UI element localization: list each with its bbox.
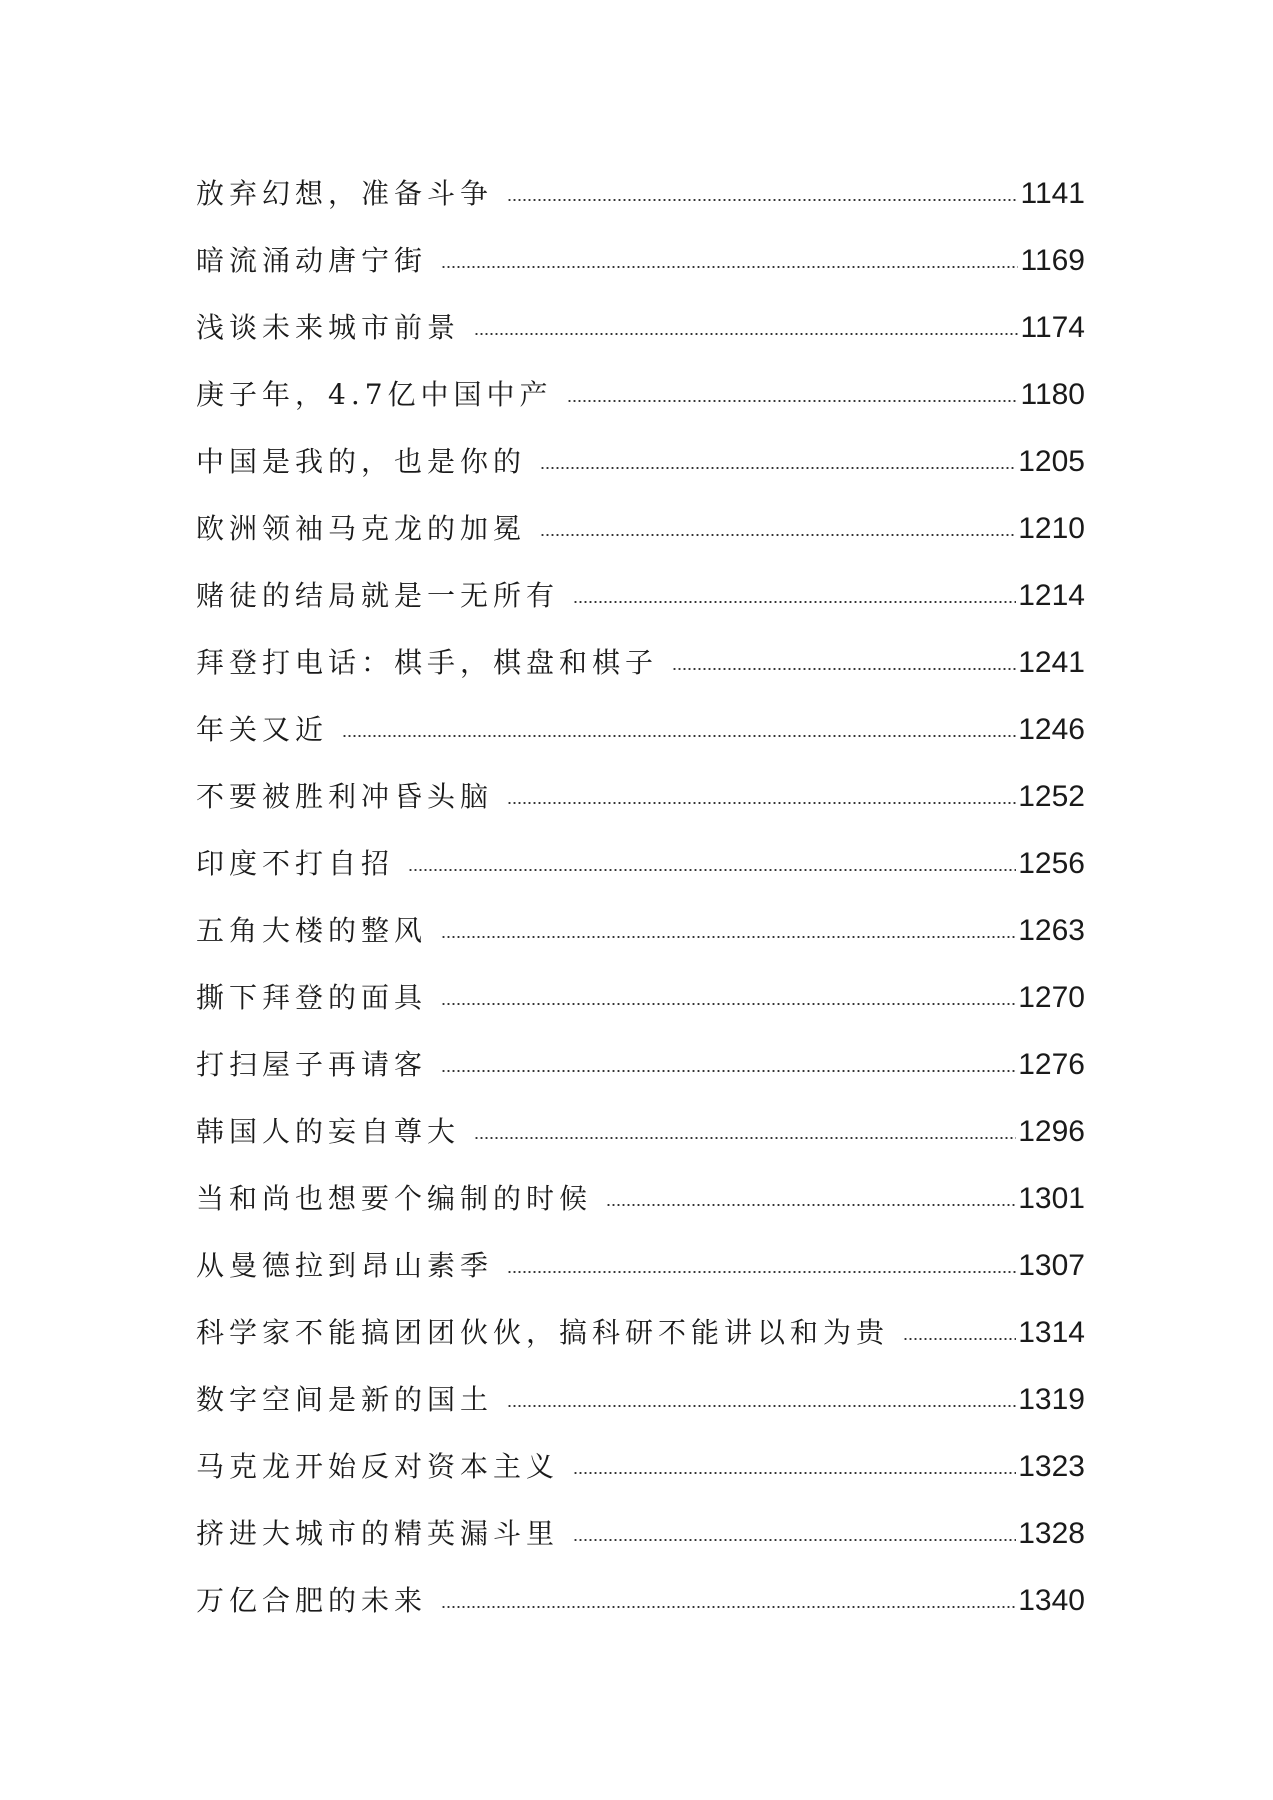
toc-dot-leader <box>408 868 1016 872</box>
toc-dot-leader <box>441 1069 1016 1073</box>
toc-entry-title: 打扫屋子再请客 <box>196 1048 428 1081</box>
toc-dot-leader <box>441 265 1018 269</box>
toc-dot-leader <box>342 734 1016 738</box>
toc-entry[interactable] <box>196 495 1085 562</box>
toc-page-number: 1314 <box>1018 1316 1085 1349</box>
toc-dot-leader <box>540 466 1016 470</box>
toc-entry-title: 拜登打电话：棋手，棋盘和棋子 <box>196 646 659 679</box>
toc-entry[interactable] <box>196 562 1085 629</box>
toc-dot-leader <box>540 533 1016 537</box>
toc-entry[interactable] <box>196 964 1085 1031</box>
toc-page-number: 1323 <box>1018 1450 1085 1483</box>
toc-entry-title: 从曼德拉到昂山素季 <box>196 1249 494 1282</box>
toc-page-number: 1340 <box>1018 1584 1085 1617</box>
toc-entry-title: 科学家不能搞团团伙伙，搞科研不能讲以和为贵 <box>196 1316 890 1349</box>
toc-dot-leader <box>507 801 1016 805</box>
toc-entry-title: 马克龙开始反对资本主义 <box>196 1450 560 1483</box>
toc-page-number: 1252 <box>1018 780 1085 813</box>
toc-page-number: 1210 <box>1018 512 1085 545</box>
toc-entry-title: 欧洲领袖马克龙的加冕 <box>196 512 527 545</box>
toc-page-number: 1246 <box>1018 713 1085 746</box>
toc-page-number: 1256 <box>1018 847 1085 880</box>
toc-entry[interactable] <box>196 1567 1085 1634</box>
toc-dot-leader <box>441 1605 1016 1609</box>
toc-page-number: 1263 <box>1018 914 1085 947</box>
toc-dot-leader <box>903 1337 1016 1341</box>
toc-entry[interactable] <box>196 1500 1085 1567</box>
toc-page-number: 1276 <box>1018 1048 1085 1081</box>
toc-dot-leader <box>441 1002 1016 1006</box>
toc-dot-leader <box>672 667 1016 671</box>
toc-dot-leader <box>606 1203 1016 1207</box>
toc-entry[interactable] <box>196 1433 1085 1500</box>
toc-entry-title: 印度不打自招 <box>196 847 395 880</box>
toc-dot-leader <box>441 935 1016 939</box>
toc-page-number: 1174 <box>1020 311 1085 344</box>
toc-entry-title: 当和尚也想要个编制的时候 <box>196 1182 593 1215</box>
toc-entry[interactable] <box>196 763 1085 830</box>
toc-entry[interactable] <box>196 1098 1085 1165</box>
toc-page-number: 1296 <box>1018 1115 1085 1148</box>
toc-entry-title: 万亿合肥的未来 <box>196 1584 428 1617</box>
toc-dot-leader <box>507 1270 1016 1274</box>
toc-entry-title: 不要被胜利冲昏头脑 <box>196 780 494 813</box>
toc-page-number: 1214 <box>1018 579 1085 612</box>
toc-entry-title: 挤进大城市的精英漏斗里 <box>196 1517 560 1550</box>
toc-entry-title: 五角大楼的整风 <box>196 914 428 947</box>
toc-entry[interactable] <box>196 294 1085 361</box>
toc-dot-leader <box>573 1471 1016 1475</box>
toc-entry-title: 放弃幻想，准备斗争 <box>196 177 494 210</box>
toc-page-number: 1180 <box>1020 378 1085 411</box>
toc-page-number: 1301 <box>1018 1182 1085 1215</box>
toc-entry[interactable] <box>196 629 1085 696</box>
toc-page-number: 1241 <box>1018 646 1085 679</box>
toc-page-number: 1319 <box>1018 1383 1085 1416</box>
toc-entry[interactable] <box>196 1165 1085 1232</box>
toc-page-number: 1328 <box>1018 1517 1085 1550</box>
toc-entry-title: 中国是我的，也是你的 <box>196 445 527 478</box>
toc-entry-title: 数字空间是新的国土 <box>196 1383 494 1416</box>
toc-entry-title: 韩国人的妄自尊大 <box>196 1115 461 1148</box>
toc-dot-leader <box>507 1404 1016 1408</box>
toc-entry[interactable] <box>196 428 1085 495</box>
toc-dot-leader <box>474 332 1018 336</box>
toc-dot-leader <box>507 198 1018 202</box>
toc-entry[interactable] <box>196 897 1085 964</box>
toc-entry-title: 年关又近 <box>196 713 329 746</box>
toc-entry-title: 浅谈未来城市前景 <box>196 311 461 344</box>
toc-entry[interactable] <box>196 227 1085 294</box>
toc-page-number: 1141 <box>1020 177 1085 210</box>
toc-dot-leader <box>474 1136 1016 1140</box>
toc-entry[interactable] <box>196 696 1085 763</box>
toc-dot-leader <box>573 600 1016 604</box>
toc-entry[interactable] <box>196 830 1085 897</box>
toc-entry-title: 暗流涌动唐宁街 <box>196 244 428 277</box>
toc-entry[interactable] <box>196 361 1085 428</box>
toc-page-number: 1169 <box>1020 244 1085 277</box>
toc-dot-leader <box>573 1538 1016 1542</box>
toc-entry[interactable] <box>196 1232 1085 1299</box>
toc-entry[interactable] <box>196 1031 1085 1098</box>
toc-dot-leader <box>567 399 1019 403</box>
toc-page-number: 1205 <box>1018 445 1085 478</box>
toc-entry-title: 赌徒的结局就是一无所有 <box>196 579 560 612</box>
toc-page-number: 1307 <box>1018 1249 1085 1282</box>
toc-entry[interactable] <box>196 1366 1085 1433</box>
table-of-contents <box>196 160 1085 1634</box>
toc-entry[interactable] <box>196 160 1085 227</box>
toc-entry[interactable] <box>196 1299 1085 1366</box>
toc-entry-title: 撕下拜登的面具 <box>196 981 428 1014</box>
toc-entry-title: 庚子年，4.7亿中国中产 <box>196 378 553 411</box>
toc-page-number: 1270 <box>1018 981 1085 1014</box>
